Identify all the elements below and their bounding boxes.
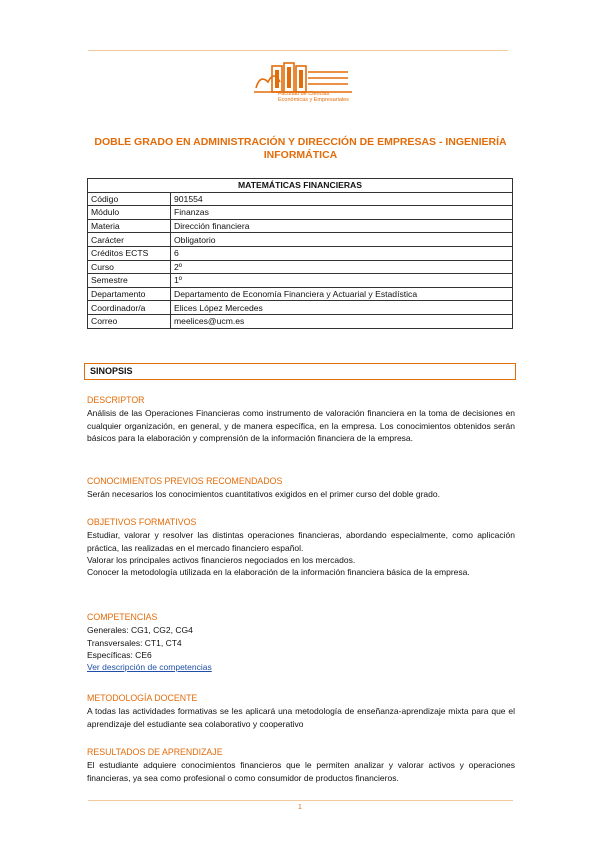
degree-title: DOBLE GRADO EN ADMINISTRACIÓN Y DIRECCIÓN DE EMPRESAS - INGENIERÍA INFORMÁTICA [94, 136, 507, 161]
specific-competences: Específicas: CE6 [87, 649, 152, 660]
field-value: meelices@ucm.es [171, 314, 513, 328]
field-label: Materia [88, 219, 171, 233]
page-number: 1 [298, 804, 302, 811]
table-header-row [88, 179, 513, 193]
field-label: Correo [88, 314, 171, 328]
field-value: Elices López Mercedes [171, 301, 513, 315]
section-heading: METODOLOGÍA DOCENTE [87, 693, 198, 703]
table-row [88, 287, 513, 301]
section-text: Conocer la metodología utilizada en la elaboración de la información financiera básica de la empresa. [87, 567, 470, 578]
section-text: Valorar los principales activos financieros negociados en los mercados. [87, 554, 356, 565]
section-text: A todas las actividades formativas se les aplicará una metodología de enseñanza-aprendizaje mixta para que el aprendizaje del estudiante sea colaborativo y cooperativo [87, 706, 515, 729]
table-row [88, 233, 513, 247]
table-row [88, 260, 513, 274]
competences-link[interactable]: Ver descripción de competencias [87, 662, 212, 673]
transversal-competences: Transversales: CT1, CT4 [87, 637, 182, 648]
descriptor-section [87, 394, 515, 444]
field-label: Semestre [88, 274, 171, 288]
learning-results-section [87, 746, 515, 784]
field-value: 1º [171, 274, 513, 288]
header-rule [88, 50, 508, 51]
field-label: Coordinador/a [88, 301, 171, 315]
field-label: Departamento [88, 287, 171, 301]
table-row [88, 246, 513, 260]
sinopsis-section-header: SINOPSIS [84, 363, 516, 380]
table-row [88, 314, 513, 328]
general-competences: Generales: CG1, CG2, CG4 [87, 625, 193, 636]
field-value: 2º [171, 260, 513, 274]
competences-section [87, 611, 515, 673]
previous-knowledge-section [87, 475, 515, 501]
field-value: Finanzas [171, 206, 513, 220]
section-heading: DESCRIPTOR [87, 395, 145, 405]
field-value: 901554 [171, 192, 513, 206]
section-heading: CONOCIMIENTOS PREVIOS RECOMENDADOS [87, 476, 283, 486]
objectives-section [87, 516, 515, 578]
table-row [88, 301, 513, 315]
field-label: Módulo [88, 206, 171, 220]
section-text: Estudiar, valorar y resolver las distintas operaciones financieras, abordando especialmente, como aplicación práctica, las realizadas en el mercado financiero español. [87, 530, 515, 553]
section-heading: COMPETENCIAS [87, 612, 158, 622]
table-row [88, 192, 513, 206]
section-heading: OBJETIVOS FORMATIVOS [87, 517, 197, 527]
table-row [88, 274, 513, 288]
course-info-table [87, 178, 513, 329]
section-heading: RESULTADOS DE APRENDIZAJE [87, 747, 223, 757]
field-value: 6 [171, 246, 513, 260]
table-row [88, 206, 513, 220]
section-text: El estudiante adquiere conocimientos financieros que le permiten analizar y valorar activos y operaciones financieras, ya sea como profesional o como consumidor de productos financieros. [87, 760, 515, 783]
footer-rule [88, 800, 513, 801]
field-label: Curso [88, 260, 171, 274]
table-row [88, 219, 513, 233]
section-text: Serán necesarios los conocimientos cuantitativos exigidos en el primer curso del doble grado. [87, 489, 440, 500]
field-value: Obligatorio [171, 233, 513, 247]
faculty-logo-icon [250, 58, 355, 116]
methodology-section [87, 692, 515, 730]
field-value: Dirección financiera [171, 219, 513, 233]
field-value: Departamento de Economía Financiera y Actuarial y Estadística [171, 287, 513, 301]
logo-caption: Facultad de Ciencias Económicas y Empresariales [278, 91, 349, 103]
field-label: Código [88, 192, 171, 206]
course-name: MATEMÁTICAS FINANCIERAS [88, 179, 513, 193]
field-label: Créditos ECTS [88, 246, 171, 260]
section-text: Análisis de las Operaciones Financieras como instrumento de valoración financiera en la toma de decisiones en cualquier organización, en general, y de manera específica, en la empresa. Los conocimientos obtenidos serán básicos para la elaboración y comprensión de la información financiera de la empresa. [87, 408, 515, 443]
field-label: Carácter [88, 233, 171, 247]
